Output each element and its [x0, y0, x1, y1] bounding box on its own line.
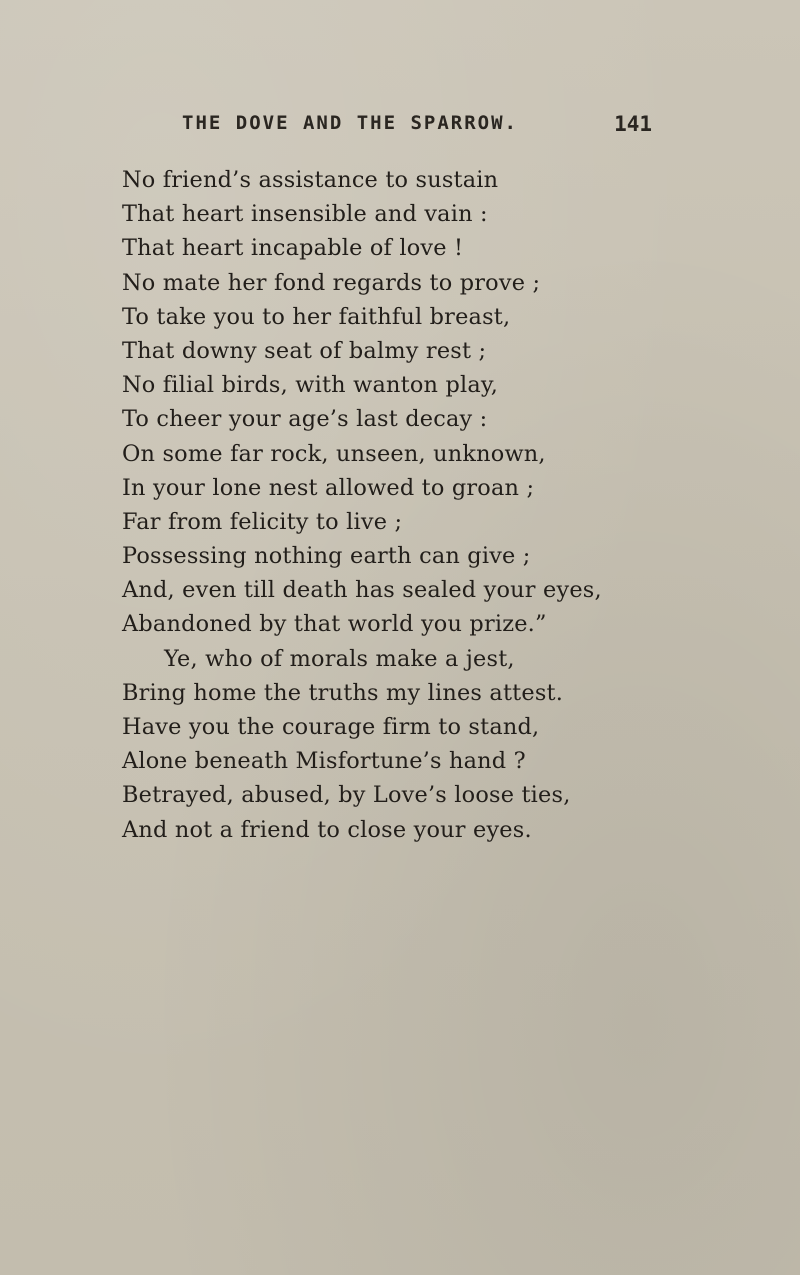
- poem-line: On some far rock, unseen, unknown,: [122, 440, 546, 467]
- poem-line: That heart incapable of love !: [122, 235, 464, 262]
- poem-line: No friend’s assistance to sustain: [122, 167, 499, 193]
- poem-line: No filial birds, with wanton play,: [122, 372, 499, 399]
- running-head: [182, 112, 652, 146]
- poem-line: That downy seat of balmy rest ;: [122, 337, 487, 364]
- poem-line-stanza-start: Ye, who of morals make a jest,: [164, 645, 515, 672]
- poem-line: To take you to her faithful breast,: [122, 303, 511, 330]
- poem-line: No mate her fond regards to prove ;: [122, 269, 541, 296]
- poem-line: To cheer your age’s last decay :: [122, 406, 488, 433]
- poem-line: Bring home the truths my lines attest.: [122, 679, 564, 706]
- poem-line: Abandoned by that world you prize.”: [122, 611, 547, 638]
- poem-line: Betrayed, abused, by Love’s loose ties,: [122, 782, 571, 809]
- poem-line: And, even till death has sealed your eyes,: [122, 577, 602, 604]
- poem-line: Have you the courage firm to stand,: [122, 714, 540, 740]
- running-title: THE DOVE AND THE SPARROW.: [182, 112, 518, 134]
- poem-line: Far from felicity to live ;: [122, 508, 403, 535]
- poem-text: [122, 163, 742, 847]
- poem-line: Alone beneath Misfortune’s hand ?: [122, 748, 526, 775]
- poem-line: Possessing nothing earth can give ;: [122, 543, 531, 570]
- poem-line: And not a friend to close your eyes.: [122, 816, 532, 843]
- poem-line: That heart insensible and vain :: [122, 201, 488, 228]
- poem-line: In your lone nest allowed to groan ;: [122, 474, 535, 501]
- page-number: 141: [614, 112, 652, 136]
